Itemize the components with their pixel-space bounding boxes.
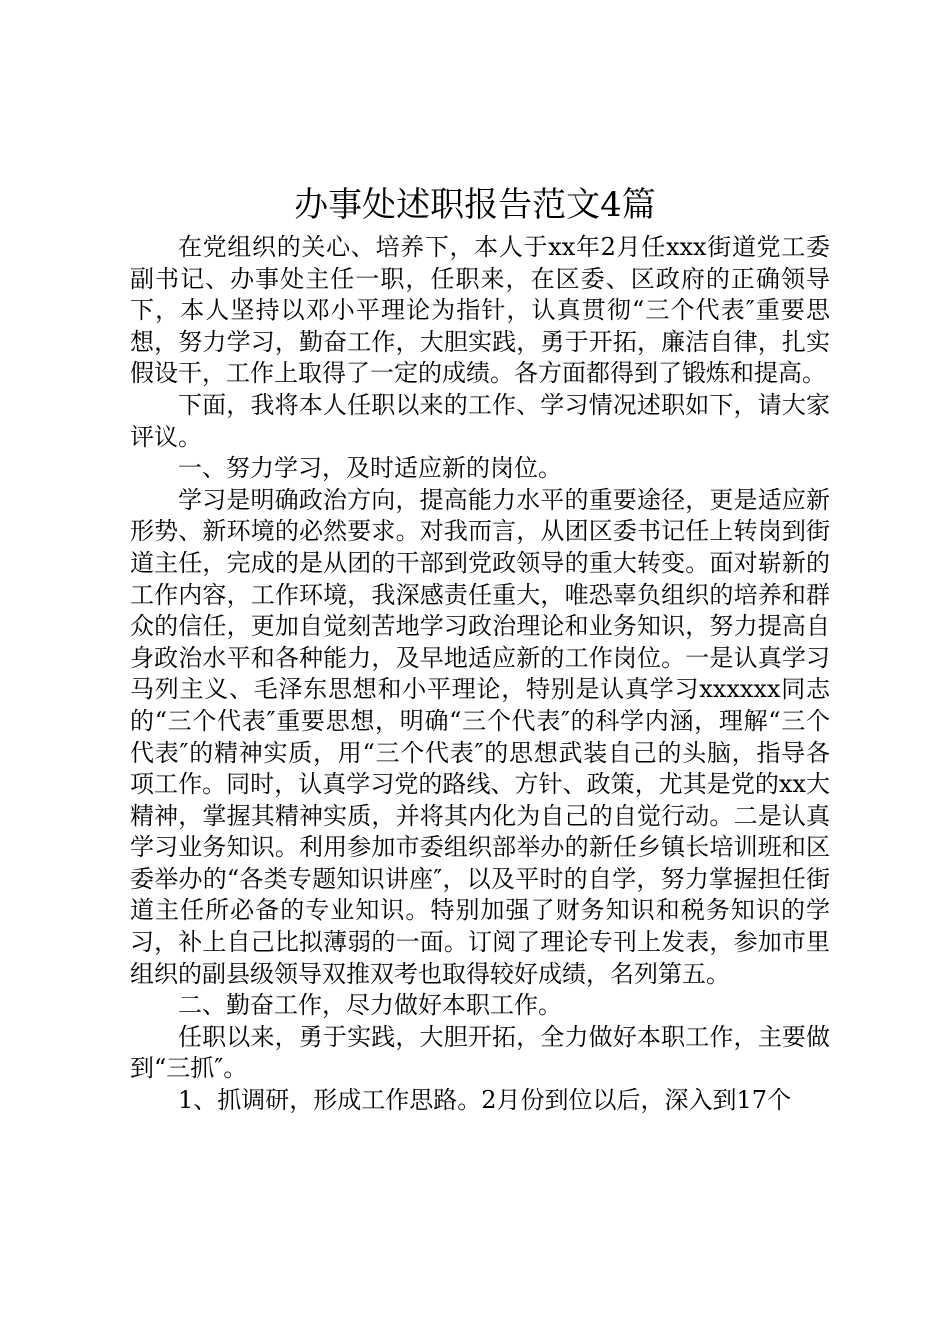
- paragraph-research: 1、抓调研，形成工作思路。2月份到位以后，深入到17个: [178, 1086, 792, 1115]
- paragraph-work: 任职以来，勇于实践，大胆开拓，全力做好本职工作，主要做到“三抓″。: [130, 1022, 830, 1083]
- document-body: [130, 232, 830, 1117]
- document-title: 办事处述职报告范文4篇: [294, 185, 656, 225]
- section-heading-2: 二、勤奋工作，尽力做好本职工作。: [178, 991, 562, 1020]
- paragraph-review-request: 下面，我将本人任职以来的工作、学习情况述职如下，请大家评议。: [130, 390, 830, 451]
- section-heading-1: 一、努力学习，及时适应新的岗位。: [178, 454, 562, 483]
- paragraph-intro: 在党组织的关心、培养下，本人于xx年2月任xxx街道党工委副书记、办事处主任一职，任职来，在区委、区政府的正确领导下，本人坚持以邓小平理论为指针，认真贯彻“三个代表″重要思想，努力学习，勤奋工作，大胆实践，勇于开拓，廉洁自律，扎实假设干，工作上取得了一定的成绩。各方面都得到了锻炼和提高。: [130, 233, 830, 388]
- paragraph-study: 学习是明确政治方向，提高能力水平的重要途径，更是适应新形势、新环境的必然要求。对我而言，从团区委书记任上转岗到街道主任，完成的是从团的干部到党政领导的重大转变。面对崭新的工作内容，工作环境，我深感责任重大，唯恐辜负组织的培养和群众的信任，更加自觉刻苦地学习政治理论和业务知识，努力提高自身政治水平和各种能力，及早地适应新的工作岗位。一是认真学习马列主义、毛泽东思想和小平理论，特别是认真学习xxxxxx同志的“三个代表″重要思想，明确“三个代表″的科学内涵，理解“三个代表″的精神实质，用“三个代表″的思想武装自己的头脑，指导各项工作。同时，认真学习党的路线、方针、政策，尤其是党的xx大精神，掌握其精神实质，并将其内化为自己的自觉行动。二是认真学习业务知识。利用参加市委组织部举办的新任乡镇长培训班和区委举办的“各类专题知识讲座″，以及平时的自学，努力掌握担任街道主任所必备的专业知识。特别加强了财务知识和税务知识的学习，补上自己比拟薄弱的一面。订阅了理论专刊上发表，参加市里组织的副县级领导双推双考也取得较好成绩，名列第五。: [130, 485, 830, 988]
